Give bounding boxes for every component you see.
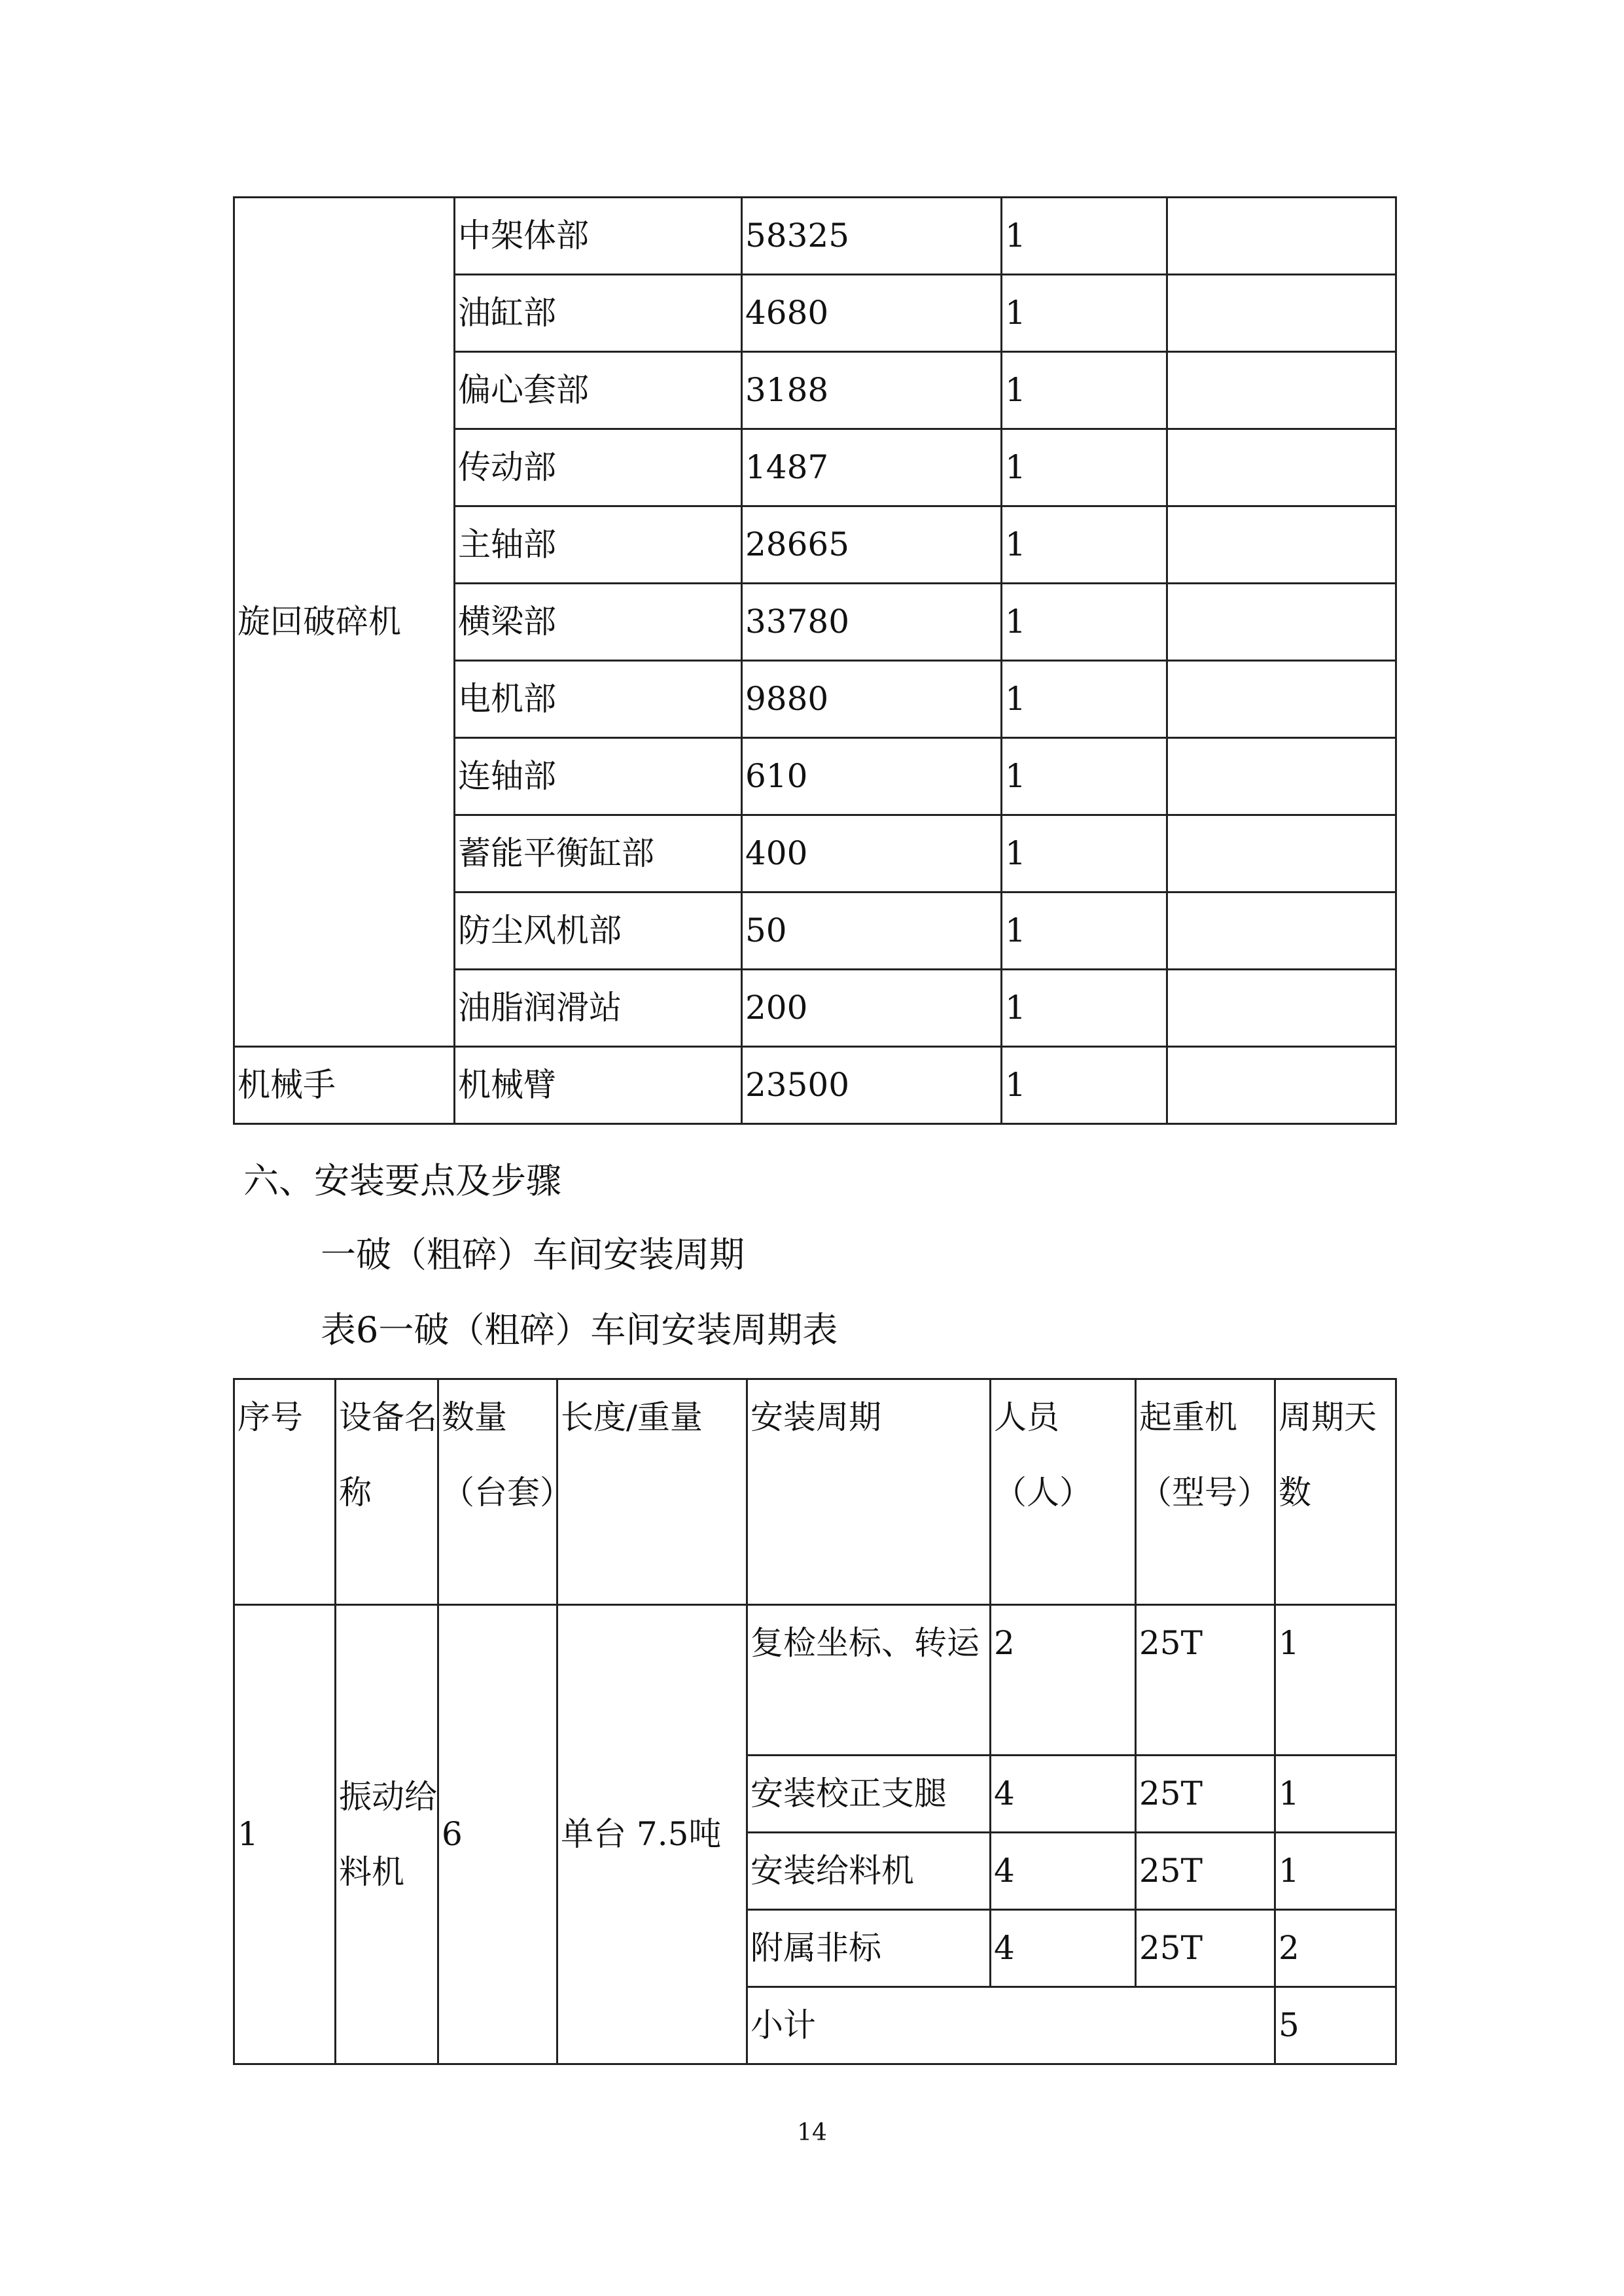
part-qty-cell: 1 [1002,738,1167,815]
people-cell: 2 [991,1605,1136,1756]
header-cell-period: 安装周期 [747,1379,991,1605]
part-note-cell [1167,429,1396,506]
part-note-cell [1167,661,1396,738]
step-cell: 安装给料机 [747,1833,991,1910]
part-weight-cell: 400 [742,815,1002,892]
part-name-cell: 电机部 [455,661,742,738]
part-name-cell: 蓄能平衡缸部 [455,815,742,892]
part-note-cell [1167,892,1396,970]
crane-cell: 25T [1136,1910,1275,1987]
header-cell-days: 周期天数 [1275,1379,1396,1605]
parts-table [233,196,1397,1125]
part-qty-cell: 1 [1002,892,1167,970]
step-cell: 安装校正支腿 [747,1756,991,1833]
item-weight-cell: 单台 7.5吨 [557,1605,747,2064]
crane-cell: 25T [1136,1833,1275,1910]
part-qty-cell: 1 [1002,352,1167,429]
part-qty-cell: 1 [1002,970,1167,1047]
part-note-cell [1167,815,1396,892]
part-weight-cell: 610 [742,738,1002,815]
part-weight-cell: 50 [742,892,1002,970]
machine-name-cell: 旋回破碎机 [234,198,455,1047]
part-name-cell: 连轴部 [455,738,742,815]
step-cell: 复检坐标、转运 [747,1605,991,1756]
sub-heading: 一破（粗碎）车间安装周期 [321,1234,745,1275]
days-cell: 2 [1275,1910,1396,1987]
part-qty-cell: 1 [1002,1047,1167,1124]
header-cell-no: 序号 [234,1379,336,1605]
part-weight-cell: 23500 [742,1047,1002,1124]
part-weight-cell: 9880 [742,661,1002,738]
part-name-cell: 油缸部 [455,275,742,352]
item-qty-cell: 6 [438,1605,557,2064]
part-qty-cell: 1 [1002,275,1167,352]
part-weight-cell: 4680 [742,275,1002,352]
crane-cell: 25T [1136,1605,1275,1756]
part-qty-cell: 1 [1002,661,1167,738]
part-name-cell: 横梁部 [455,584,742,661]
part-name-cell: 防尘风机部 [455,892,742,970]
part-name-cell: 传动部 [455,429,742,506]
header-cell-people: 人员（人） [991,1379,1136,1605]
part-qty-cell: 1 [1002,506,1167,584]
part-note-cell [1167,1047,1396,1124]
header-cell-name: 设备名称 [336,1379,438,1605]
header-cell-weight: 长度/重量 [557,1379,747,1605]
days-cell: 1 [1275,1833,1396,1910]
part-note-cell [1167,738,1396,815]
table-row [234,1047,1396,1124]
part-name-cell: 中架体部 [455,198,742,275]
crane-cell: 25T [1136,1756,1275,1833]
step-cell: 附属非标 [747,1910,991,1987]
part-note-cell [1167,970,1396,1047]
machine-name-cell: 机械手 [234,1047,455,1124]
part-qty-cell: 1 [1002,815,1167,892]
subtotal-label-cell: 小计 [747,1987,1275,2064]
table-header-row [234,1379,1396,1605]
table-caption: 表6一破（粗碎）车间安装周期表 [321,1309,838,1351]
people-cell: 4 [991,1756,1136,1833]
header-cell-qty: 数量（台套） [438,1379,557,1605]
people-cell: 4 [991,1833,1136,1910]
part-weight-cell: 3188 [742,352,1002,429]
part-name-cell: 机械臂 [455,1047,742,1124]
part-weight-cell: 1487 [742,429,1002,506]
part-qty-cell: 1 [1002,584,1167,661]
part-weight-cell: 200 [742,970,1002,1047]
part-qty-cell: 1 [1002,198,1167,275]
schedule-table [233,1378,1397,2065]
part-name-cell: 偏心套部 [455,352,742,429]
part-weight-cell: 58325 [742,198,1002,275]
section-heading: 六、安装要点及步骤 [243,1160,561,1201]
item-name-cell: 振动给料机 [336,1605,438,2064]
table-row [234,198,1396,275]
header-cell-crane: 起重机（型号） [1136,1379,1275,1605]
part-note-cell [1167,275,1396,352]
part-note-cell [1167,584,1396,661]
part-qty-cell: 1 [1002,429,1167,506]
part-name-cell: 主轴部 [455,506,742,584]
part-weight-cell: 28665 [742,506,1002,584]
days-cell: 1 [1275,1756,1396,1833]
part-note-cell [1167,198,1396,275]
part-note-cell [1167,352,1396,429]
item-no-cell: 1 [234,1605,336,2064]
part-weight-cell: 33780 [742,584,1002,661]
subtotal-days-cell: 5 [1275,1987,1396,2064]
table-row [234,1605,1396,1756]
page-number: 14 [797,2119,827,2146]
part-name-cell: 油脂润滑站 [455,970,742,1047]
people-cell: 4 [991,1910,1136,1987]
part-note-cell [1167,506,1396,584]
days-cell: 1 [1275,1605,1396,1756]
